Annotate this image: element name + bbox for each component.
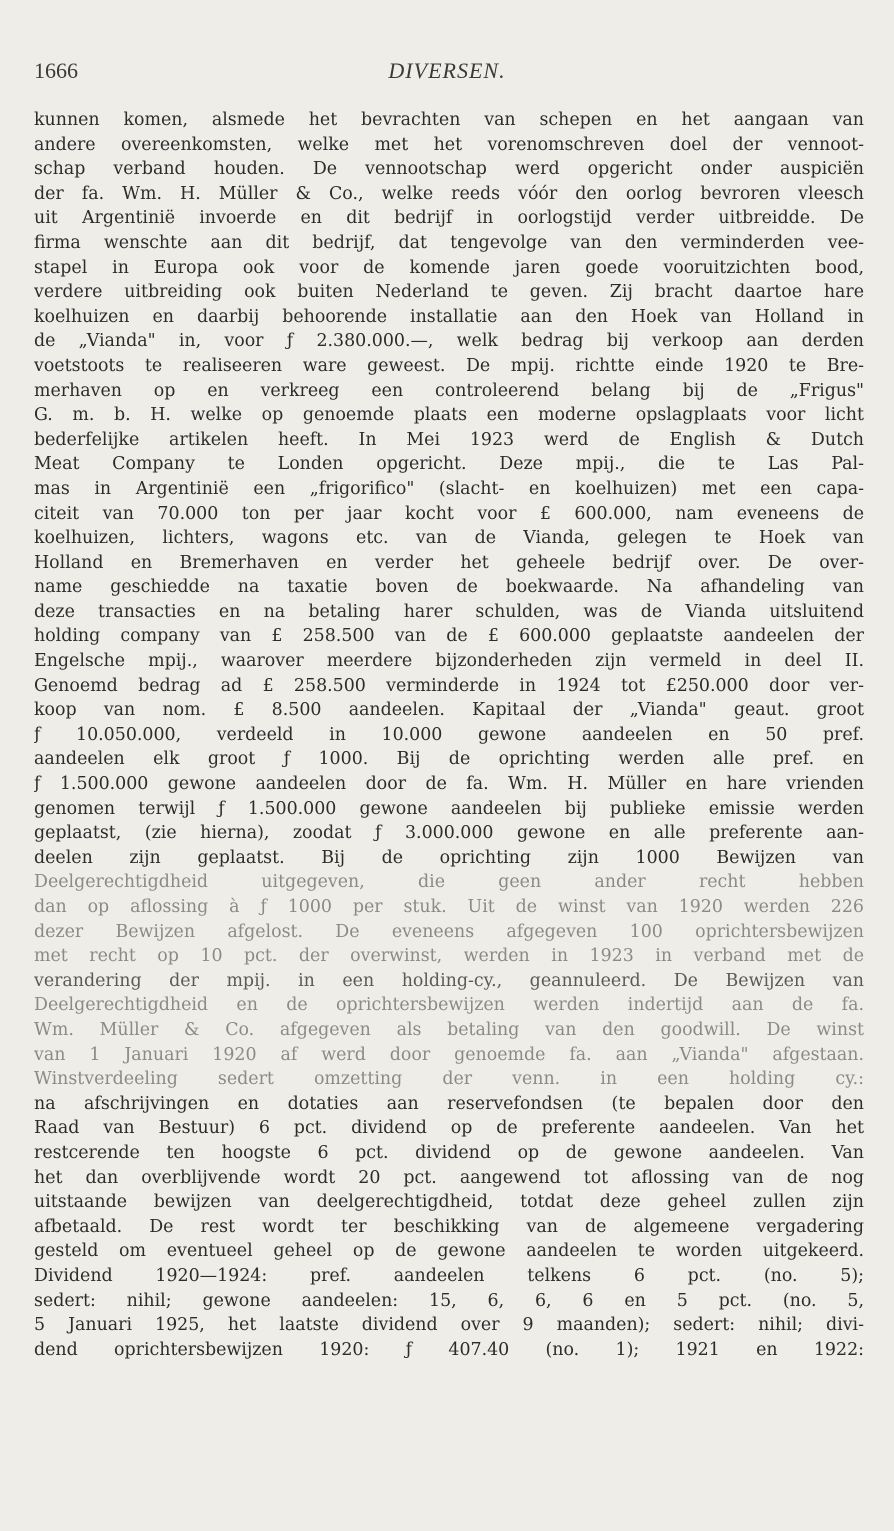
text-line: firma wenschte aan dit bedrijf, dat tengevolge van den verminderden vee-	[34, 232, 864, 253]
text-line: koop van nom. £ 8.500 aandeelen. Kapitaal der „Vianda" geaut. groot	[34, 700, 864, 721]
text-line: genomen terwijl ƒ 1.500.000 gewone aandeelen bij publieke emissie werden	[34, 798, 864, 819]
text-line: Meat Company te Londen opgericht. Deze mpij., die te Las Pal-	[34, 454, 864, 475]
text-line: ƒ 10.050.000, verdeeld in 10.000 gewone aandeelen en 50 pref.	[34, 724, 864, 745]
page-number: 1666	[34, 58, 78, 83]
text-line: van 1 Januari 1920 af werd door genoemde fa. aan „Vianda" afgestaan.	[34, 1044, 864, 1065]
text-line: Genoemd bedrag ad £ 258.500 verminderde in 1924 tot £250.000 door ver-	[34, 675, 864, 696]
text-line: na afschrijvingen en dotaties aan reservefondsen (te bepalen door den	[34, 1093, 864, 1114]
text-line: kunnen komen, alsmede het bevrachten van schepen en het aangaan van	[34, 110, 864, 130]
text-line: Deelgerechtigdheid uitgegeven, die geen ander recht hebben	[34, 872, 864, 893]
text-line: aandeelen elk groot ƒ 1000. Bij de oprichting werden alle pref. en	[34, 749, 864, 770]
running-title: DIVERSEN.	[388, 58, 506, 83]
text-line: dend oprichtersbewijzen 1920: ƒ 407.40 (no. 1); 1921 en 1922:	[34, 1339, 864, 1360]
text-line: G. m. b. H. welke op genoemde plaats een moderne opslagplaats voor licht	[34, 405, 864, 426]
text-line: verdere uitbreiding ook buiten Nederland te geven. Zij bracht daartoe hare	[34, 282, 864, 303]
text-line: andere overeenkomsten, welke met het vorenomschreven doel der vennoot-	[34, 134, 864, 155]
text-line: merhaven op en verkreeg een controleerend belang bij de „Frigus"	[34, 380, 864, 401]
text-line: geplaatst, (zie hierna), zoodat ƒ 3.000.000 gewone en alle preferente aan-	[34, 823, 864, 844]
text-line: deze transacties en na betaling harer schulden, was de Vianda uitsluitend	[34, 601, 864, 622]
text-line: het dan overblijvende wordt 20 pct. aangewend tot aflossing van de nog	[34, 1167, 864, 1188]
text-line: restcerende ten hoogste 6 pct. dividend op de gewone aandeelen. Van	[34, 1142, 864, 1163]
text-line: deelen zijn geplaatst. Bij de oprichting zijn 1000 Bewijzen van	[34, 847, 864, 868]
text-line: 5 Januari 1925, het laatste dividend over 9 maanden); sedert: nihil; divi-	[34, 1315, 864, 1336]
text-line: stapel in Europa ook voor de komende jaren goede vooruitzichten bood,	[34, 257, 864, 278]
text-line: Deelgerechtigdheid en de oprichtersbewijzen werden indertijd aan de fa.	[34, 995, 864, 1016]
text-line: der fa. Wm. H. Müller & Co., welke reeds vóór den oorlog bevroren vleesch	[34, 183, 864, 204]
text-line: holding company van £ 258.500 van de £ 600.000 geplaatste aandeelen der	[34, 626, 864, 647]
text-line: name geschiedde na taxatie boven de boekwaarde. Na afhandeling van	[34, 577, 864, 598]
text-line: dan op aflossing à ƒ 1000 per stuk. Uit de winst van 1920 werden 226	[34, 897, 864, 917]
text-line: met recht op 10 pct. der overwinst, werden in 1923 in verband met de	[34, 946, 864, 967]
text-line: schap verband houden. De vennootschap werd opgericht onder auspiciën	[34, 159, 864, 180]
text-line: Holland en Bremerhaven en verder het geheele bedrijf over. De over-	[34, 552, 864, 573]
body-text	[34, 108, 864, 1362]
text-line: Dividend 1920—1924: pref. aandeelen telkens 6 pct. (no. 5);	[34, 1265, 864, 1286]
text-line: verandering der mpij. in een holding-cy., geannuleerd. De Bewijzen van	[34, 970, 864, 991]
text-line: uitstaande bewijzen van deelgerechtigdheid, totdat deze geheel zullen zijn	[34, 1192, 864, 1213]
text-line: Engelsche mpij., waarover meerdere bijzonderheden zijn vermeld in deel II.	[34, 651, 864, 672]
text-line: afbetaald. De rest wordt ter beschikking van de algemeene vergadering	[34, 1216, 864, 1237]
text-line: sedert: nihil; gewone aandeelen: 15, 6, 6, 6 en 5 pct. (no. 5,	[34, 1290, 864, 1311]
text-line: citeit van 70.000 ton per jaar kocht voor £ 600.000, nam eveneens de	[34, 503, 864, 524]
text-line: uit Argentinië invoerde en dit bedrijf in oorlogstijd verder uitbreidde. De	[34, 208, 864, 229]
text-line: koelhuizen en daarbij behoorende installatie aan den Hoek van Holland in	[34, 306, 864, 327]
text-line: voetstoots te realiseeren ware geweest. De mpij. richtte einde 1920 te Bre-	[34, 355, 864, 376]
text-line: de „Vianda" in, voor ƒ 2.380.000.—, welk bedrag bij verkoop aan derden	[34, 331, 864, 352]
text-line: bederfelijke artikelen heeft. In Mei 1923 werd de English & Dutch	[34, 429, 864, 450]
text-line: mas in Argentinië een „frigorifico" (slacht- en koelhuizen) met een capa-	[34, 478, 864, 499]
text-line: dezer Bewijzen afgelost. De eveneens afgegeven 100 oprichtersbewijzen	[34, 921, 864, 942]
text-line: Wm. Müller & Co. afgegeven als betaling van den goodwill. De winst	[34, 1019, 864, 1040]
text-line: Winstverdeeling sedert omzetting der venn. in een holding cy.:	[34, 1069, 864, 1090]
text-line: Raad van Bestuur) 6 pct. dividend op de preferente aandeelen. Van het	[34, 1118, 864, 1139]
page-header	[34, 58, 860, 88]
text-line: ƒ 1.500.000 gewone aandeelen door de fa. Wm. H. Müller en hare vrienden	[34, 774, 864, 795]
text-line: koelhuizen, lichters, wagons etc. van de Vianda, gelegen te Hoek van	[34, 528, 864, 549]
text-line: gesteld om eventueel geheel op de gewone aandeelen te worden uitgekeerd.	[34, 1241, 864, 1262]
